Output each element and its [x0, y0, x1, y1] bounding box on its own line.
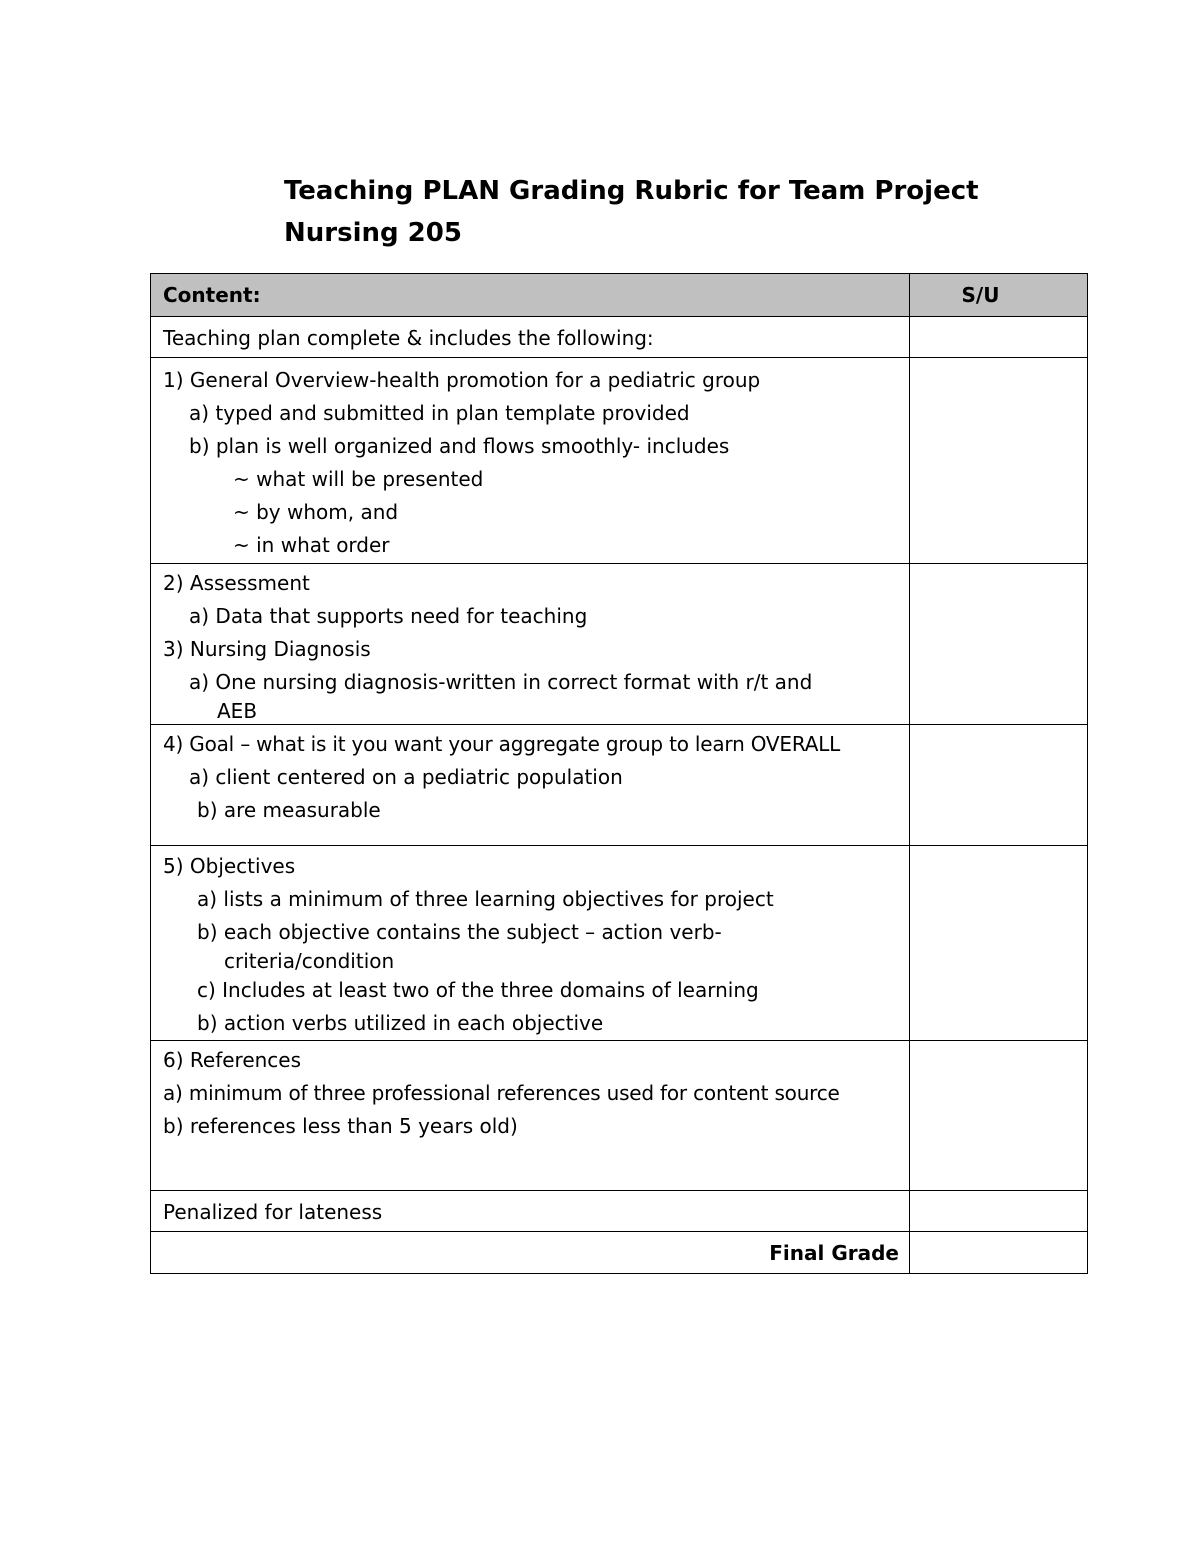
section4-item-a: a) client centered on a pediatric population	[189, 765, 623, 789]
table-row	[151, 564, 1088, 725]
section5-item-b: b) each objective contains the subject – action verb-	[197, 920, 722, 944]
section4-heading: 4) Goal – what is it you want your aggregate group to learn OVERALL	[163, 732, 841, 756]
section1-item-a: a) typed and submitted in plan template provided	[189, 401, 690, 425]
final-grade-label-cell	[151, 1232, 910, 1274]
section1-item-b: b) plan is well organized and flows smoothly- includes	[189, 434, 730, 458]
table-row	[151, 1041, 1088, 1191]
section4-cell	[151, 725, 910, 846]
header-row	[151, 274, 1088, 317]
table-row	[151, 317, 1088, 358]
title-line-1: Teaching PLAN Grading Rubric for Team Project	[284, 176, 979, 206]
section2-item-a: a) Data that supports need for teaching	[189, 604, 588, 628]
final-grade-label: Final Grade	[769, 1241, 899, 1265]
section1-sub-1: ~ what will be presented	[233, 467, 484, 491]
grade-cell[interactable]	[910, 564, 1088, 725]
section5-item-d: b) action verbs utilized in each objective	[197, 1011, 604, 1035]
grade-cell[interactable]	[910, 317, 1088, 358]
section3-heading: 3) Nursing Diagnosis	[163, 637, 371, 661]
section1-cell	[151, 358, 910, 564]
penalty-text: Penalized for lateness	[163, 1200, 383, 1224]
section4-item-b: b) are measurable	[197, 798, 381, 822]
section5-cell	[151, 846, 910, 1041]
content-header: Content:	[151, 274, 910, 317]
title-line-2: Nursing 205	[284, 218, 462, 248]
penalty-cell	[151, 1191, 910, 1232]
section5-item-b-cont: criteria/condition	[224, 949, 395, 973]
section3-item-a-cont: AEB	[217, 699, 258, 723]
table-row	[151, 1191, 1088, 1232]
grade-cell[interactable]	[910, 1191, 1088, 1232]
grade-cell[interactable]	[910, 846, 1088, 1041]
grade-cell[interactable]	[910, 1041, 1088, 1191]
grade-header: S/U	[910, 274, 1088, 317]
document-title	[284, 170, 979, 254]
section6-heading: 6) References	[163, 1048, 302, 1072]
section1-heading: 1) General Overview-health promotion for a pediatric group	[163, 368, 761, 392]
section5-item-c: c) Includes at least two of the three domains of learning	[197, 978, 759, 1002]
section3-item-a: a) One nursing diagnosis-written in correct format with r/t and	[189, 670, 813, 694]
final-grade-cell[interactable]	[910, 1232, 1088, 1274]
section5-item-a: a) lists a minimum of three learning objectives for project	[197, 887, 774, 911]
section1-sub-3: ~ in what order	[233, 533, 390, 557]
section6-item-b: b) references less than 5 years old)	[163, 1114, 518, 1138]
rubric-table	[150, 273, 1088, 1274]
section6-item-a: a) minimum of three professional references used for content source	[163, 1081, 840, 1105]
intro-cell	[151, 317, 910, 358]
section6-cell	[151, 1041, 910, 1191]
table-row	[151, 846, 1088, 1041]
table-row	[151, 358, 1088, 564]
section2-cell	[151, 564, 910, 725]
grade-cell[interactable]	[910, 725, 1088, 846]
section5-heading: 5) Objectives	[163, 854, 296, 878]
section1-sub-2: ~ by whom, and	[233, 500, 399, 524]
table-row	[151, 1232, 1088, 1274]
intro-text: Teaching plan complete & includes the following:	[163, 326, 654, 350]
grade-cell[interactable]	[910, 358, 1088, 564]
table-row	[151, 725, 1088, 846]
section2-heading: 2) Assessment	[163, 571, 310, 595]
